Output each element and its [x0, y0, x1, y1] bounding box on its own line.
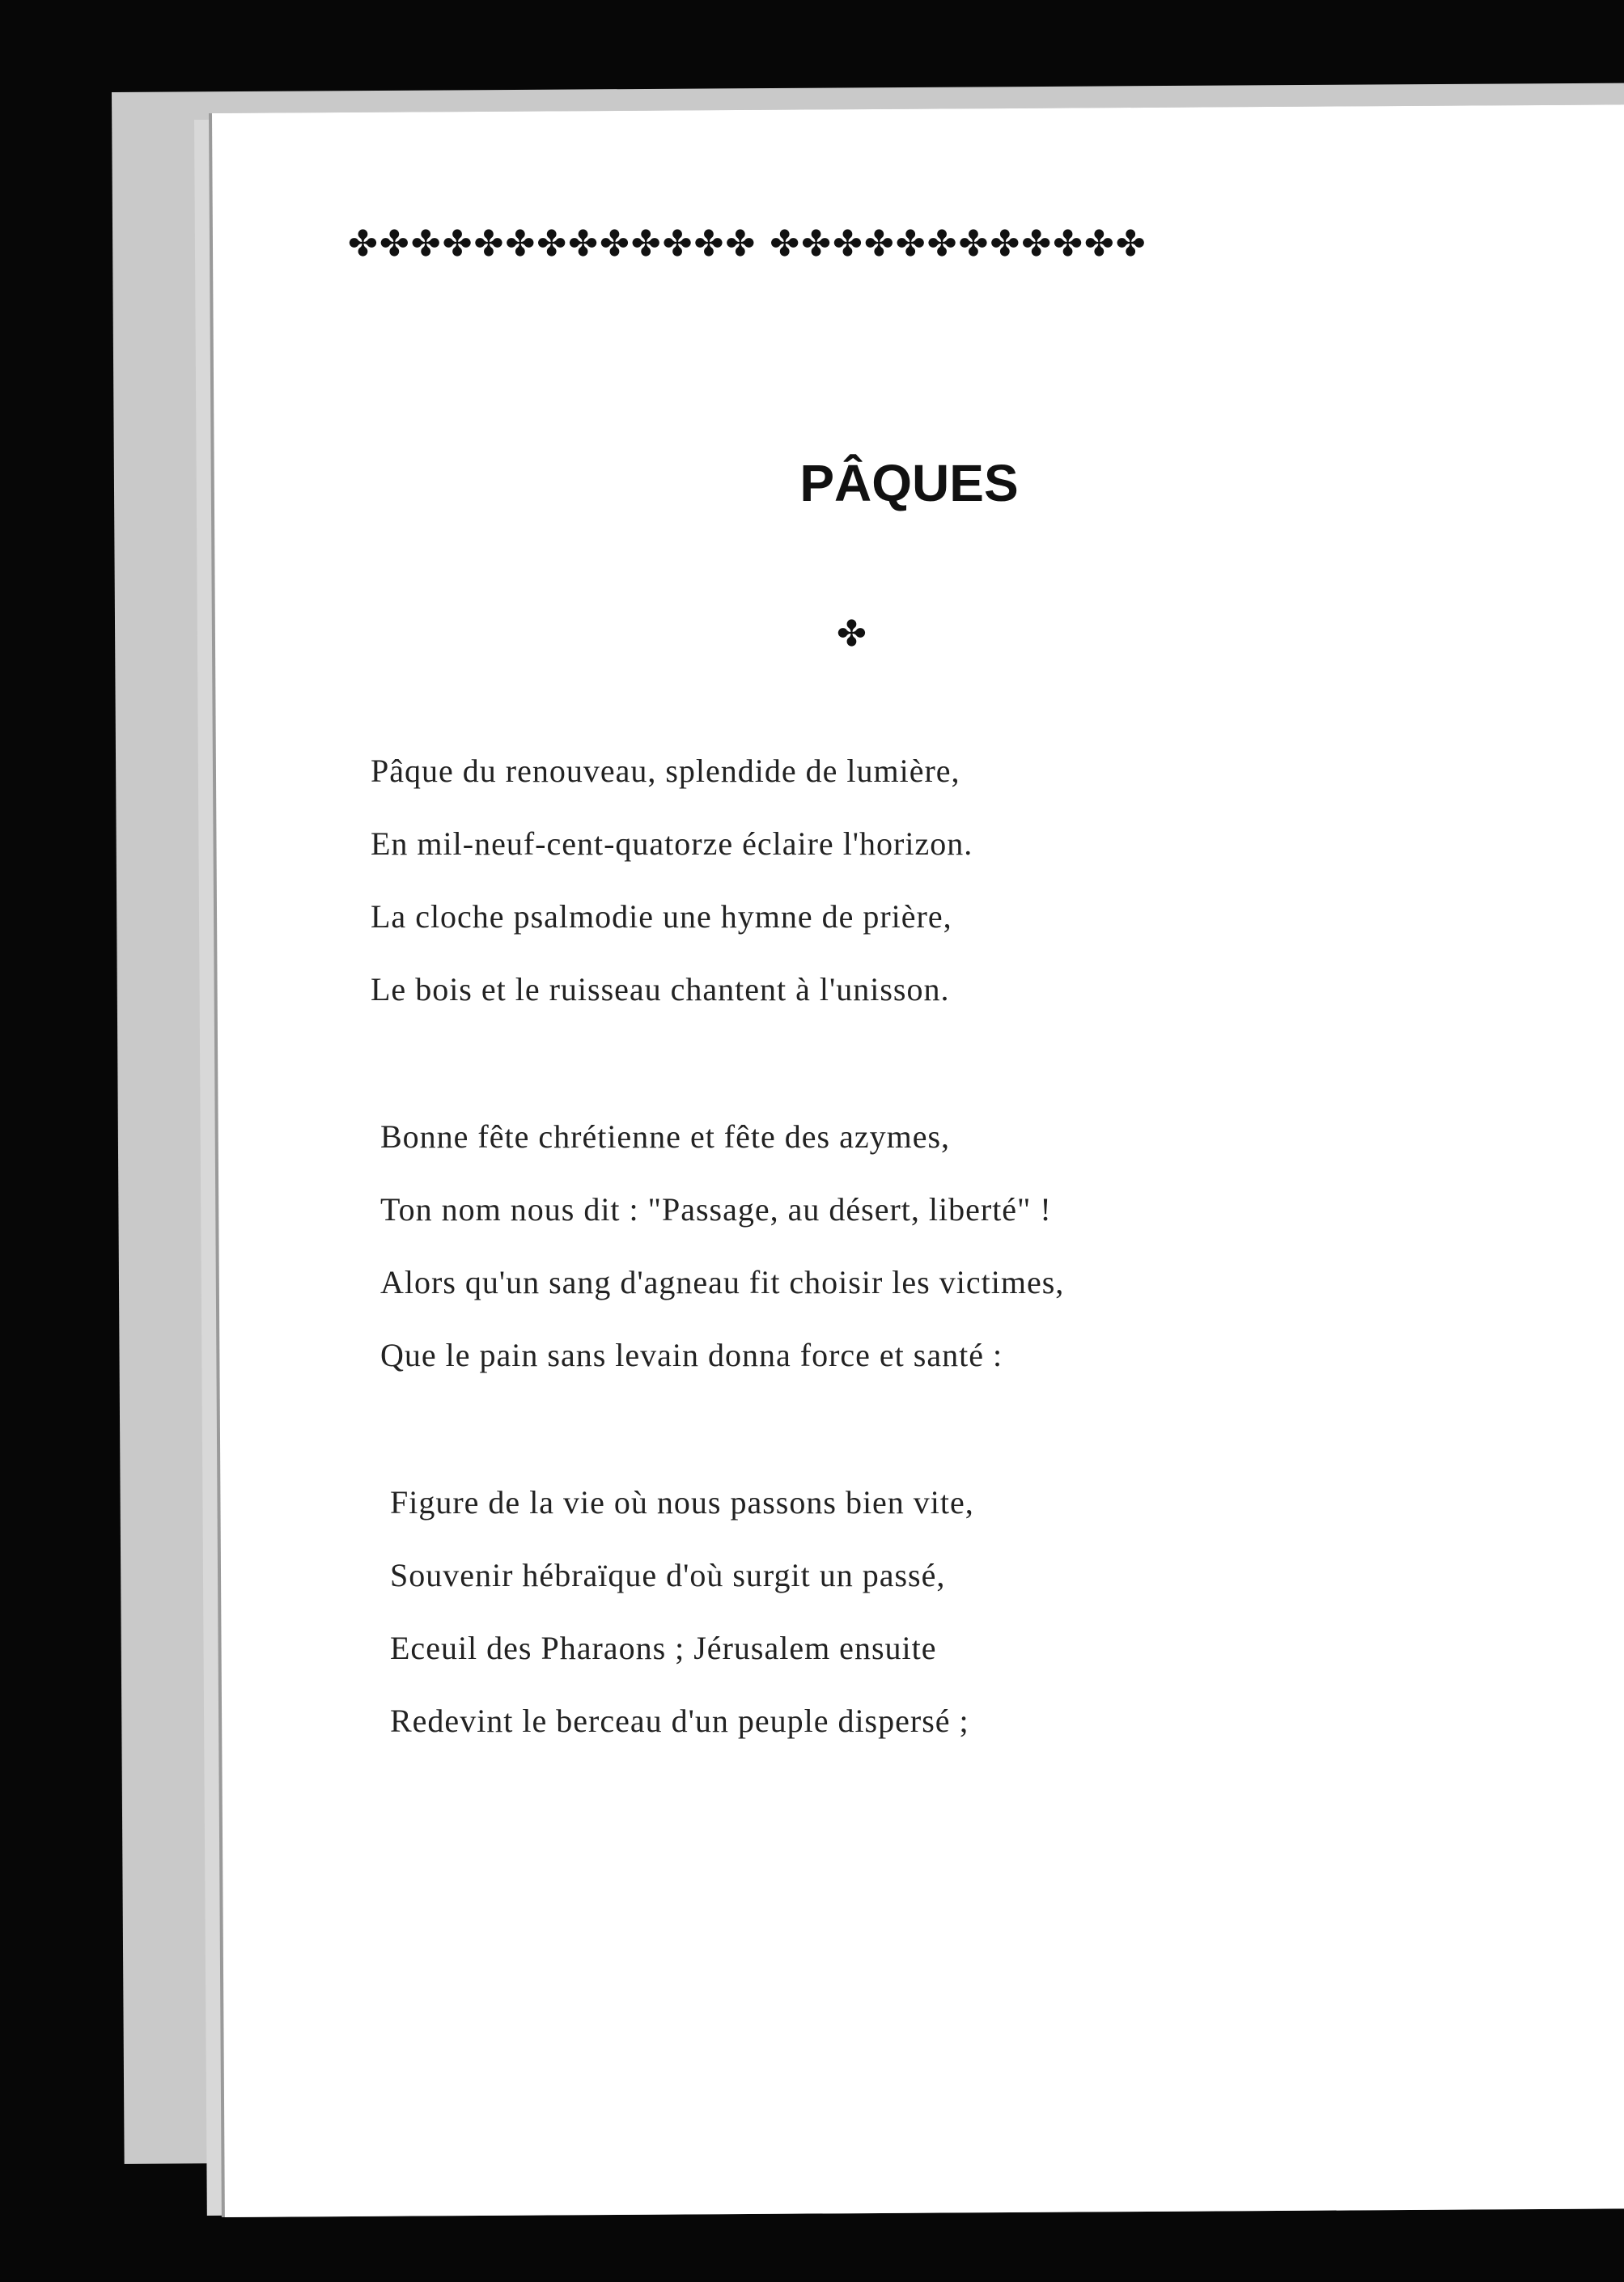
verse-line: Ton nom nous dit : "Passage, au désert, liberté" !: [380, 1191, 1052, 1228]
verse-line: Souvenir hébraïque d'où surgit un passé,: [390, 1557, 946, 1593]
verse-line: La cloche psalmodie une hymne de prière,: [371, 898, 952, 935]
verse-line: En mil-neuf-cent-quatorze éclaire l'horizon.: [371, 825, 973, 862]
poem-title: PÂQUES: [799, 454, 1019, 512]
verse-line: Bonne fête chrétienne et fête des azymes,: [380, 1118, 951, 1155]
verse-line: Eceuil des Pharaons ; Jérusalem ensuite: [390, 1630, 937, 1666]
stanza-2: [380, 1101, 1064, 1392]
fleuron-icon: ✤: [837, 613, 867, 655]
verse-line: Figure de la vie où nous passons bien vite,: [390, 1484, 974, 1521]
verse-line: Alors qu'un sang d'agneau fit choisir les victimes,: [380, 1264, 1065, 1300]
fleuron-ornament-row: ✤✤✤✤✤✤✤✤✤✤✤✤✤ ✤✤✤✤✤✤✤✤✤✤✤✤: [348, 223, 1147, 265]
stanza-1: [371, 735, 973, 1026]
verse-line: Que le pain sans levain donna force et santé :: [380, 1337, 1003, 1373]
verse-line: Redevint le berceau d'un peuple dispersé ;: [390, 1703, 969, 1739]
verse-line: Pâque du renouveau, splendide de lumière,: [371, 753, 960, 789]
verse-line: Le bois et le ruisseau chantent à l'unisson.: [371, 971, 950, 1007]
stanza-3: [390, 1466, 974, 1758]
